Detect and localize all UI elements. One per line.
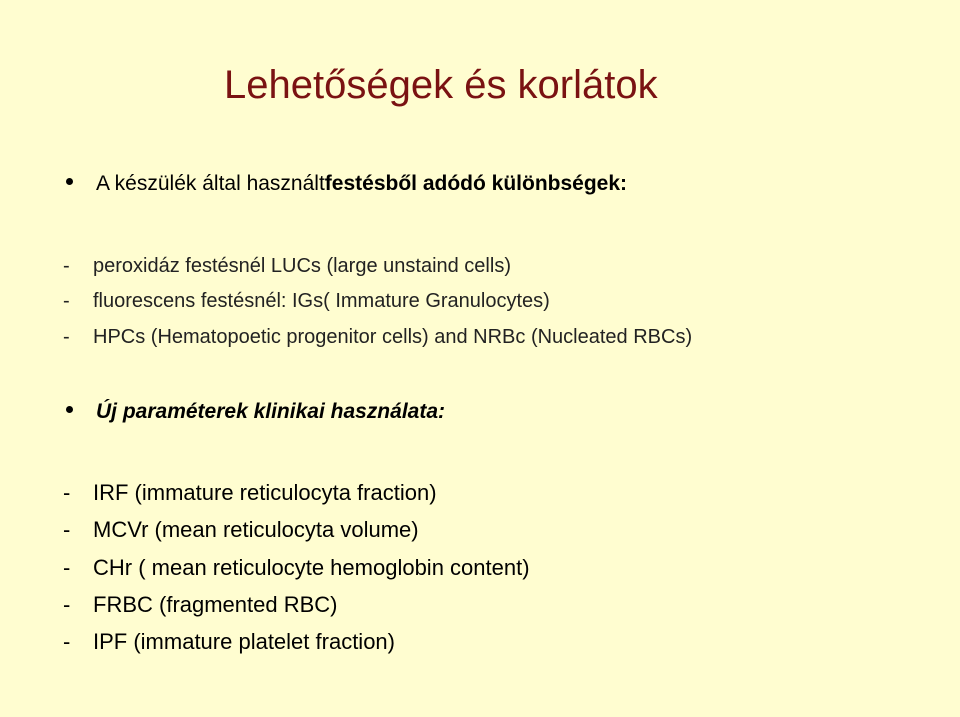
list-item [63, 480, 437, 506]
bullet-lead-bold: festésből adódó különbségek: [324, 172, 628, 195]
list-item-text: CHr ( mean reticulocyte hemoglobin content) [93, 555, 530, 580]
list-item [63, 326, 692, 349]
list-item [63, 517, 419, 543]
list-item-text: IRF (immature reticulocyta fraction) [93, 480, 437, 505]
list-item [63, 629, 395, 655]
bullet-dot-icon [66, 406, 73, 413]
dash-marker: - [63, 326, 70, 348]
list-item-text: MCVr (mean reticulocyta volume) [93, 517, 419, 542]
dash-marker: - [63, 480, 71, 505]
list-item-text: FRBC (fragmented RBC) [93, 592, 338, 617]
dash-marker: - [63, 517, 71, 542]
list-item-text: HPCs (Hematopoetic progenitor cells) and NRBc (Nucleated RBCs) [93, 326, 693, 348]
list-item [63, 592, 338, 618]
dash-marker: - [63, 629, 71, 654]
bullet-new-parameters [66, 400, 445, 424]
dash-marker: - [63, 290, 70, 312]
list-item [63, 555, 530, 581]
dash-marker: - [63, 255, 70, 277]
bullet-lead-normal: A készülék által használt [96, 172, 325, 195]
dash-marker: - [63, 592, 71, 617]
list-item [63, 290, 550, 313]
list-item-text: IPF (immature platelet fraction) [93, 629, 395, 654]
list-item [63, 255, 511, 278]
bullet-staining-differences [66, 172, 627, 196]
bullet-lead-bold: Új paraméterek klinikai használata: [96, 400, 445, 423]
list-item-text: peroxidáz festésnél LUCs (large unstaind cells) [93, 255, 511, 277]
slide-title: Lehetőségek és korlátok [224, 63, 658, 107]
dash-marker: - [63, 555, 71, 580]
bullet-dot-icon [66, 178, 73, 185]
list-item-text: fluorescens festésnél: IGs( Immature Granulocytes) [93, 290, 550, 312]
